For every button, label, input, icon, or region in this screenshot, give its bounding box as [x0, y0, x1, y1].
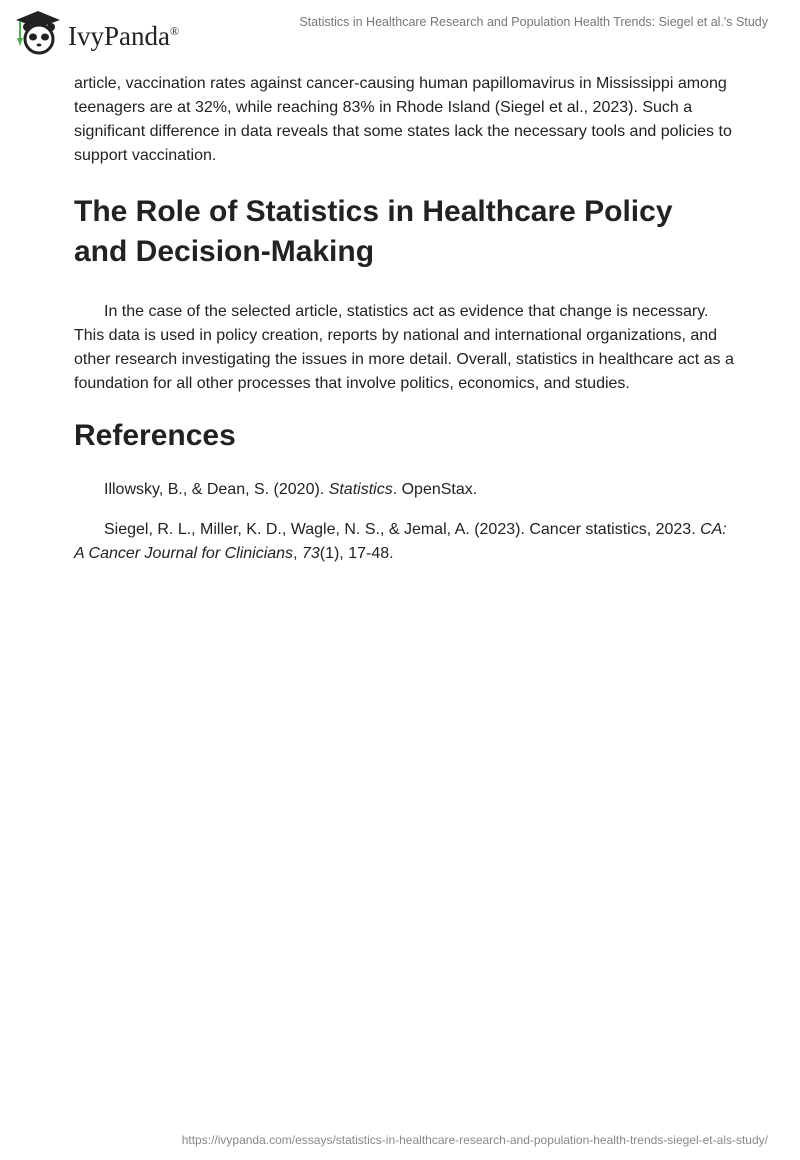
source-url[interactable]: https://ivypanda.com/essays/statistics-in-healthcare-research-and-population-health-trends-siegel-et-als-study/ [181, 1133, 768, 1147]
reference-item [74, 478, 734, 502]
ref-text: Illowsky, B., & Dean, S. (2020). [104, 481, 329, 498]
document-title: Statistics in Healthcare Research and Population Health Trends: Siegel et al.'s Study [299, 15, 768, 29]
ivypanda-logo[interactable] [12, 8, 179, 56]
ref-text: (1), 17-48. [319, 545, 394, 562]
ref-volume: 73 [301, 545, 320, 562]
ref-title: Statistics [328, 481, 393, 498]
ref-text: , [293, 545, 302, 562]
paragraph: In the case of the selected article, statistics act as evidence that change is necessary. This data is used in policy creation, reports by national and international organizations, and other research investigating the issues in more detail. Overall, statistics in healthcare act as a foundation for all other processes that involve politics, economics, and studies. [74, 303, 734, 392]
section-heading: The Role of Statistics in Healthcare Policy and Decision-Making [74, 195, 673, 268]
references-list [74, 478, 734, 566]
paragraph: article, vaccination rates against cancer-causing human papillomavirus in Mississippi among teenagers are at 32%, while reaching 83% in Rhode Island (Siegel et al., 2023). Such a significant difference in data reveals that some states lack the necessary tools and policies to support vaccination. [74, 75, 732, 164]
registered-mark: ® [169, 23, 180, 38]
ref-text: Siegel, R. L., Miller, K. D., Wagle, N. S., & Jemal, A. (2023). Cancer statistics, 2023. [104, 521, 701, 538]
panda-graduate-icon [12, 8, 64, 56]
references-heading: References [74, 419, 236, 452]
ref-text: . OpenStax. [392, 481, 478, 498]
page-header [0, 0, 800, 60]
reference-item [74, 518, 734, 566]
ref-journal: CA: A Cancer Journal for Clinicians [74, 521, 727, 562]
essay-content [74, 72, 734, 582]
brand-name: IvyPanda [68, 20, 170, 51]
